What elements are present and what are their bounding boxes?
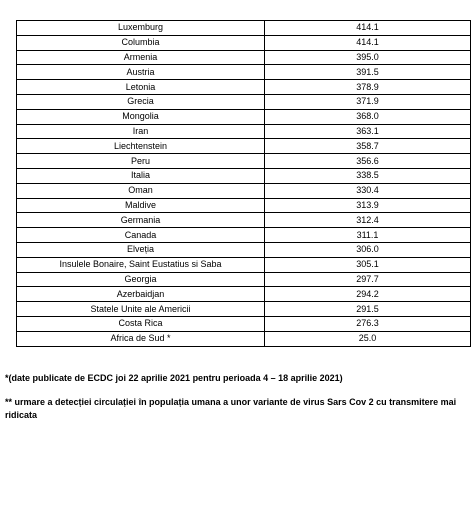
country-cell: Georgia [17,272,265,287]
country-cell: Maldive [17,198,265,213]
value-cell: 395.0 [265,50,471,65]
table-row [17,331,471,346]
country-cell: Peru [17,154,265,169]
table-row [17,154,471,169]
table-row [17,50,471,65]
value-cell: 338.5 [265,168,471,183]
country-cell: Armenia [17,50,265,65]
value-cell: 368.0 [265,109,471,124]
table-row [17,198,471,213]
table-row [17,228,471,243]
country-cell: Grecia [17,94,265,109]
table-row [17,21,471,36]
country-cell: Elveția [17,242,265,257]
table-row [17,302,471,317]
country-cell: Oman [17,183,265,198]
value-cell: 356.6 [265,154,471,169]
table-row [17,168,471,183]
value-cell: 276.3 [265,316,471,331]
country-cell: Letonia [17,80,265,95]
table-row [17,35,471,50]
value-cell: 371.9 [265,94,471,109]
country-cell: Germania [17,213,265,228]
country-cell: Liechtenstein [17,139,265,154]
country-cell: Canada [17,228,265,243]
table-row [17,80,471,95]
incidence-table [16,20,471,347]
country-cell: Columbia [17,35,265,50]
table-row [17,65,471,80]
value-cell: 305.1 [265,257,471,272]
table-row [17,139,471,154]
country-cell: Austria [17,65,265,80]
table-row [17,287,471,302]
value-cell: 25.0 [265,331,471,346]
table-row [17,242,471,257]
country-cell: Iran [17,124,265,139]
value-cell: 363.1 [265,124,471,139]
value-cell: 378.9 [265,80,471,95]
country-cell: Insulele Bonaire, Saint Eustatius si Saba [17,257,265,272]
table-row [17,124,471,139]
table-row [17,109,471,124]
variant-note: ** urmare a detecției circulației în populația umana a unor variante de virus Sars Cov 2 cu transmitere mai ridicata [5,397,457,420]
value-cell: 294.2 [265,287,471,302]
country-cell: Statele Unite ale Americii [17,302,265,317]
value-cell: 414.1 [265,35,471,50]
country-cell: Costa Rica [17,316,265,331]
value-cell: 291.5 [265,302,471,317]
country-cell: Luxemburg [17,21,265,36]
country-cell: Azerbaidjan [17,287,265,302]
value-cell: 311.1 [265,228,471,243]
table-row [17,272,471,287]
date-note: *(date publicate de ECDC joi 22 aprilie 2021 pentru perioada 4 – 18 aprilie 2021) [5,373,343,383]
value-cell: 313.9 [265,198,471,213]
table-row [17,183,471,198]
value-cell: 414.1 [265,21,471,36]
table-row [17,257,471,272]
value-cell: 391.5 [265,65,471,80]
value-cell: 330.4 [265,183,471,198]
table-row [17,316,471,331]
table-row [17,94,471,109]
country-cell: Italia [17,168,265,183]
value-cell: 358.7 [265,139,471,154]
value-cell: 306.0 [265,242,471,257]
table-body [17,21,471,347]
value-cell: 312.4 [265,213,471,228]
country-cell: Africa de Sud * [17,331,265,346]
country-cell: Mongolia [17,109,265,124]
value-cell: 297.7 [265,272,471,287]
table-row [17,213,471,228]
